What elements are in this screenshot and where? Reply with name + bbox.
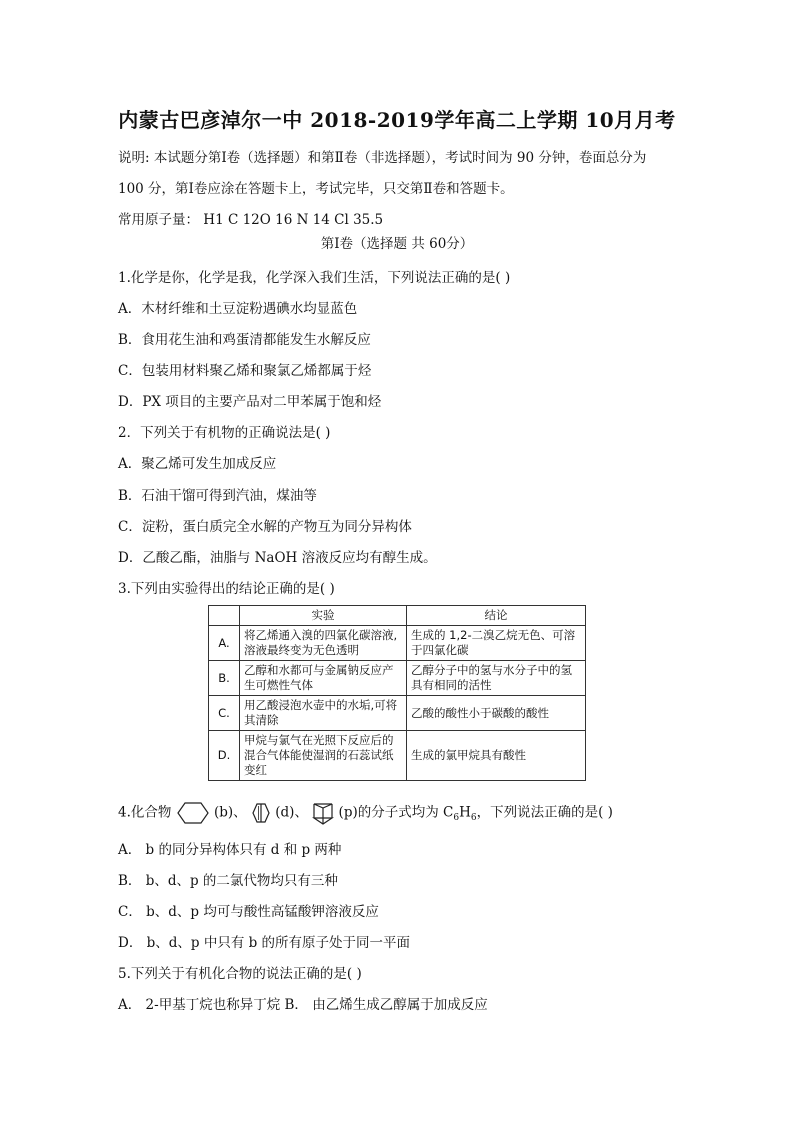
table-cell-conclusion: 乙酸的酸性小于碳酸的酸性 [407,696,586,731]
q2-option-b: B．石油干馏可得到汽油，煤油等 [118,488,317,504]
table-row [209,696,586,731]
q2-option-d: D．乙酸乙酯，油脂与 NaOH 溶液反应均有醇生成。 [118,550,437,566]
q1-option-b: B．食用花生油和鸡蛋清都能发生水解反应 [118,332,371,348]
table-cell-conclusion: 生成的 1,2-二溴乙烷无色、可溶于四氯化碳 [407,626,586,661]
dewar-benzene-structure-icon [251,802,271,824]
table-cell-conclusion: 生成的氯甲烷具有酸性 [407,731,586,781]
atomic-mass-line: 常用原子量： H1 C 12O 16 N 14 Cl 35.5 [118,212,384,228]
table-cell-option: B. [209,661,240,696]
formula-subscript-h: 6 [470,813,477,824]
section-heading: 第Ⅰ卷（选择题 共 60分） [320,236,474,252]
q4-option-a: A． b 的同分异构体只有 d 和 p 两种 [118,842,342,858]
instructions-line-1: 说明: 本试题分第Ⅰ卷（选择题）和第Ⅱ卷（非选择题），考试时间为 90 分钟，卷面总分为 [118,150,647,166]
q5-stem: 5.下列关于有机化合物的说法正确的是( ) [118,966,362,982]
q4-p-label: (p)的分子式均为 C [338,804,454,821]
benzene-structure-icon [176,801,210,825]
q4-option-d: D． b、d、p 中只有 b 的所有原子处于同一平面 [118,935,411,951]
q4-option-b: B． b、d、p 的二氯代物均只有三种 [118,873,338,889]
table-cell-experiment: 甲烷与氯气在光照下反应后的混合气体能使湿润的石蕊试纸变红 [240,731,407,781]
q4-suffix: ，下列说法正确的是( ) [476,804,613,821]
prismane-structure-icon [312,800,334,826]
q1-stem: 1.化学是你，化学是我，化学深入我们生活，下列说法正确的是( ) [118,270,511,286]
table-header-cell [209,606,240,626]
table-cell-option: D. [209,731,240,781]
table-row [209,661,586,696]
q4-d-label: (d)、 [275,804,308,821]
table-cell-conclusion: 乙醇分子中的氢与水分子中的氢具有相同的活性 [407,661,586,696]
formula-subscript-c: 6 [453,813,460,824]
q5-options-ab: A． 2-甲基丁烷也称异丁烷 B． 由乙烯生成乙醇属于加成反应 [118,997,488,1013]
q4-b-label: (b)、 [213,804,247,821]
q1-option-a: A．木材纤维和土豆淀粉遇碘水均显蓝色 [118,301,358,317]
page-title: 内蒙古巴彦淖尔一中 2018-2019学年高二上学期 10月月考 [118,108,676,132]
q4-option-c: C． b、d、p 均可与酸性高锰酸钾溶液反应 [118,904,379,920]
q4-prefix: 4.化合物 [118,804,172,821]
q2-stem: 2．下列关于有机物的正确说法是( ) [118,425,331,441]
q4-stem [118,800,613,826]
table-cell-option: C. [209,696,240,731]
table-cell-experiment: 乙醇和水都可与金属钠反应产生可燃性气体 [240,661,407,696]
table-header-cell: 结论 [407,606,586,626]
table-header-cell: 实验 [240,606,407,626]
q3-stem: 3.下列由实验得出的结论正确的是( ) [118,581,335,597]
formula-h-letter: H [459,804,471,821]
table-row [209,731,586,781]
table-cell-option: A. [209,626,240,661]
table-cell-experiment: 将乙烯通入溴的四氯化碳溶液,溶液最终变为无色透明 [240,626,407,661]
table-row [209,626,586,661]
q1-option-c: C．包装用材料聚乙烯和聚氯乙烯都属于烃 [118,363,372,379]
q2-option-c: C．淀粉，蛋白质完全水解的产物互为同分异构体 [118,519,412,535]
table-cell-experiment: 用乙酸浸泡水壶中的水垢,可将其清除 [240,696,407,731]
q2-option-a: A．聚乙烯可发生加成反应 [118,456,277,472]
q1-option-d: D．PX 项目的主要产品对二甲苯属于饱和烃 [118,394,382,410]
experiment-table [208,605,586,781]
instructions-line-2: 100 分，第Ⅰ卷应涂在答题卡上，考试完毕，只交第Ⅱ卷和答题卡。 [118,181,514,197]
table-header-row [209,606,586,626]
